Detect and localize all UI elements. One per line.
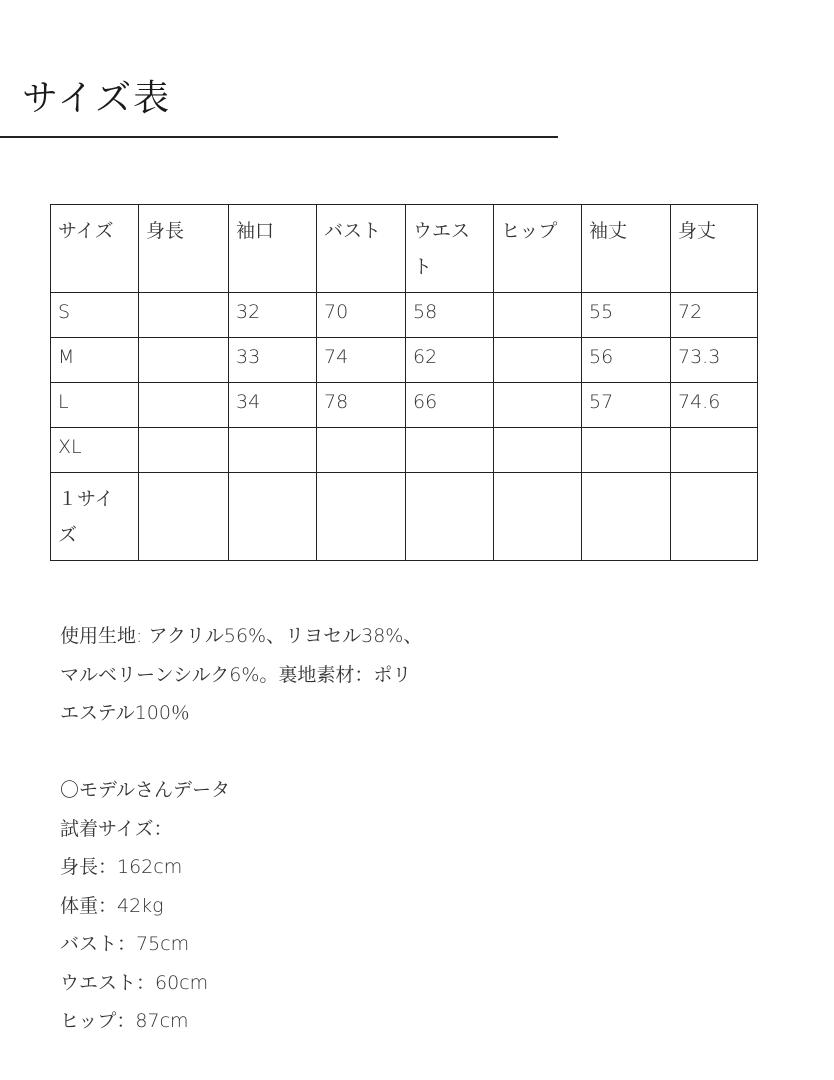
table-cell: 74.6 — [671, 383, 758, 428]
table-row — [51, 428, 758, 473]
table-cell — [317, 473, 406, 561]
table-cell — [494, 293, 582, 338]
table-cell — [139, 338, 229, 383]
table-cell — [317, 428, 406, 473]
header-cell: サイズ — [51, 205, 139, 293]
table-row — [51, 293, 758, 338]
table-cell — [139, 383, 229, 428]
table-cell: 57 — [582, 383, 671, 428]
header-cell: ヒップ — [494, 205, 582, 293]
table-cell — [494, 383, 582, 428]
table-cell — [229, 473, 317, 561]
material-line: エステル100％ — [60, 702, 190, 724]
table-cell: １サイズ — [51, 473, 139, 561]
table-cell — [671, 428, 758, 473]
table-cell: 74 — [317, 338, 406, 383]
table-row — [51, 338, 758, 383]
table-cell — [139, 428, 229, 473]
table-cell — [494, 428, 582, 473]
table-cell: 56 — [582, 338, 671, 383]
table-cell — [406, 428, 494, 473]
header-cell: 袖丈 — [582, 205, 671, 293]
header-cell: バスト — [317, 205, 406, 293]
model-line: ヒップ：87cm — [60, 1010, 189, 1032]
table-cell: 34 — [229, 383, 317, 428]
table-cell: 58 — [406, 293, 494, 338]
header-cell: 身丈 — [671, 205, 758, 293]
table-cell — [582, 428, 671, 473]
table-cell — [494, 473, 582, 561]
table-cell: 70 — [317, 293, 406, 338]
table-cell: L — [51, 383, 139, 428]
table-cell: XL — [51, 428, 139, 473]
table-cell: 72 — [671, 293, 758, 338]
header-cell: ウエスト — [406, 205, 494, 293]
table-cell — [229, 428, 317, 473]
table-row — [51, 383, 758, 428]
table-cell: 66 — [406, 383, 494, 428]
material-line: マルベリーンシルク6%。裏地素材：ポリ — [60, 663, 412, 686]
table-cell: 62 — [406, 338, 494, 383]
model-line: 試着サイズ： — [60, 817, 173, 840]
table-cell: S — [51, 293, 139, 338]
table-cell: 73.3 — [671, 338, 758, 383]
size-table — [50, 204, 758, 561]
model-line: バスト：75cm — [60, 933, 190, 955]
model-line: 体重：42kg — [60, 894, 164, 917]
table-cell: 78 — [317, 383, 406, 428]
table-row — [51, 473, 758, 561]
material-line: 使用生地: アクリル56%、リヨセル38%、 — [60, 625, 423, 647]
header-cell: 袖口 — [229, 205, 317, 293]
table-cell: 55 — [582, 293, 671, 338]
table-cell — [671, 473, 758, 561]
header-cell: 身長 — [139, 205, 229, 293]
model-heading: 〇モデルさんデータ — [60, 779, 231, 801]
model-data — [60, 771, 230, 1041]
table-cell: 33 — [229, 338, 317, 383]
title-divider — [0, 136, 558, 138]
model-line: ウエスト：60cm — [60, 971, 209, 994]
table-cell — [494, 338, 582, 383]
table-header-row — [51, 205, 758, 293]
table-cell: M — [51, 338, 139, 383]
table-cell — [139, 293, 229, 338]
material-description — [60, 617, 422, 733]
table-cell — [582, 473, 671, 561]
table-cell: 32 — [229, 293, 317, 338]
table-cell — [139, 473, 229, 561]
model-line: 身長：162cm — [60, 856, 183, 878]
page-title: サイズ表 — [22, 78, 172, 119]
table-cell — [406, 473, 494, 561]
